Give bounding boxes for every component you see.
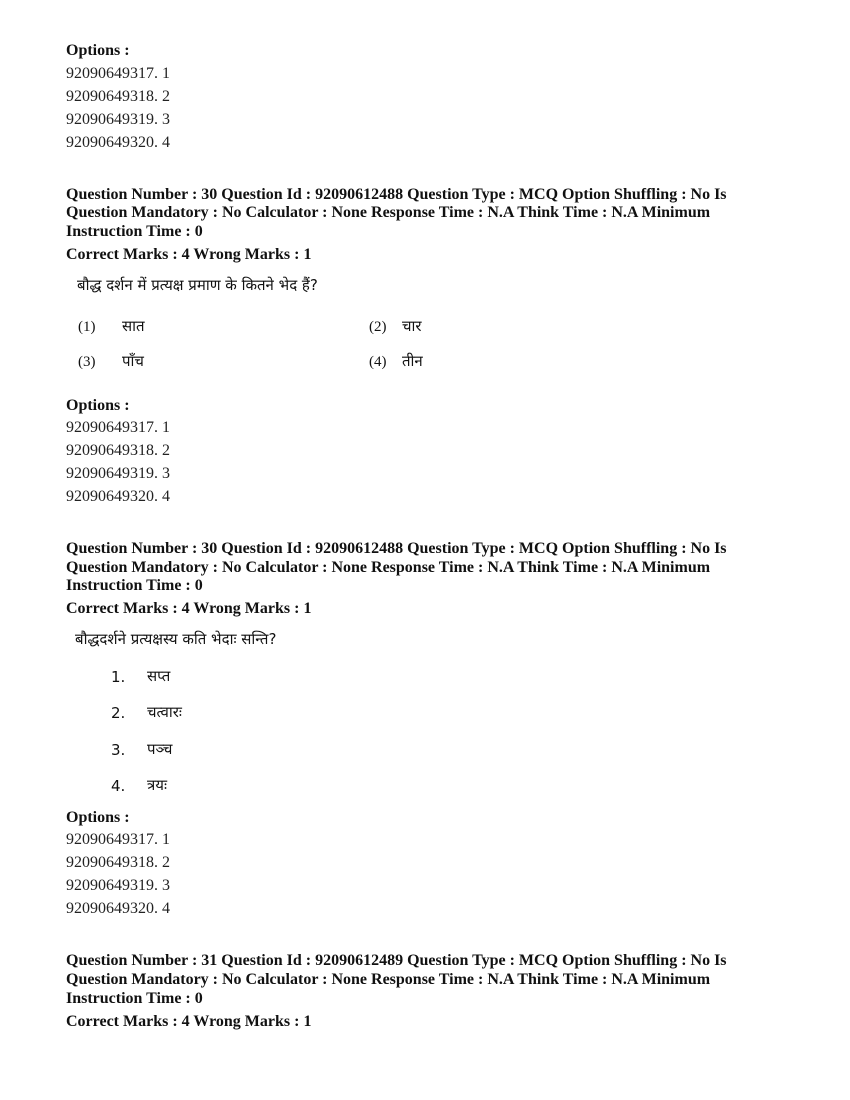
option-line: 92090649317. 1 bbox=[66, 419, 170, 436]
option-line: 92090649318. 2 bbox=[66, 854, 170, 871]
question-meta: Question Mandatory : No Calculator : None Response Time : N.A Think Time : N.A Minimum bbox=[66, 559, 711, 576]
question-meta: Question Number : 30 Question Id : 92090612488 Question Type : MCQ Option Shuffling : No Is bbox=[66, 540, 727, 557]
options-label: Options : bbox=[66, 42, 130, 59]
option-line: 92090649318. 2 bbox=[66, 88, 170, 105]
choice-number: (4) bbox=[369, 354, 387, 370]
options-label: Options : bbox=[66, 809, 130, 826]
option-line: 92090649317. 1 bbox=[66, 65, 170, 82]
choice-number: (2) bbox=[369, 319, 387, 335]
options-label: Options : bbox=[66, 397, 130, 414]
question-meta: Question Mandatory : No Calculator : None Response Time : N.A Think Time : N.A Minimum bbox=[66, 971, 711, 988]
choice-text: पाँच bbox=[122, 352, 144, 370]
choice-text: तीन bbox=[402, 352, 423, 370]
question-meta: Instruction Time : 0 bbox=[66, 990, 203, 1007]
option-line: 92090649320. 4 bbox=[66, 900, 170, 917]
question-text: बौद्ध दर्शन में प्रत्यक्ष प्रमाण के कितने भेद हैं? bbox=[77, 276, 318, 294]
marks-line: Correct Marks : 4 Wrong Marks : 1 bbox=[66, 1013, 312, 1030]
choice-text: चत्वारः bbox=[147, 703, 182, 721]
choice-number: 2. bbox=[111, 704, 126, 722]
choice-text: पञ्च bbox=[147, 740, 173, 758]
choice-number: 4. bbox=[111, 777, 126, 795]
choice-number: (3) bbox=[78, 354, 96, 370]
marks-line: Correct Marks : 4 Wrong Marks : 1 bbox=[66, 246, 312, 263]
choice-text: चार bbox=[402, 317, 422, 335]
choice-text: त्रयः bbox=[147, 776, 168, 794]
option-line: 92090649319. 3 bbox=[66, 111, 170, 128]
option-line: 92090649320. 4 bbox=[66, 134, 170, 151]
choice-text: सात bbox=[122, 317, 145, 335]
option-line: 92090649319. 3 bbox=[66, 465, 170, 482]
question-meta: Instruction Time : 0 bbox=[66, 577, 203, 594]
choice-number: (1) bbox=[78, 319, 96, 335]
option-line: 92090649320. 4 bbox=[66, 488, 170, 505]
marks-line: Correct Marks : 4 Wrong Marks : 1 bbox=[66, 600, 312, 617]
question-meta: Question Number : 30 Question Id : 92090612488 Question Type : MCQ Option Shuffling : No Is bbox=[66, 186, 727, 203]
option-line: 92090649318. 2 bbox=[66, 442, 170, 459]
choice-number: 1. bbox=[111, 668, 126, 686]
question-meta: Instruction Time : 0 bbox=[66, 223, 203, 240]
option-line: 92090649319. 3 bbox=[66, 877, 170, 894]
choice-number: 3. bbox=[111, 741, 126, 759]
question-meta: Question Mandatory : No Calculator : None Response Time : N.A Think Time : N.A Minimum bbox=[66, 204, 711, 221]
question-meta: Question Number : 31 Question Id : 92090612489 Question Type : MCQ Option Shuffling : No Is bbox=[66, 952, 727, 969]
choice-text: सप्त bbox=[147, 667, 171, 685]
option-line: 92090649317. 1 bbox=[66, 831, 170, 848]
question-text: बौद्धदर्शने प्रत्यक्षस्य कति भेदाः सन्ति? bbox=[75, 630, 277, 648]
